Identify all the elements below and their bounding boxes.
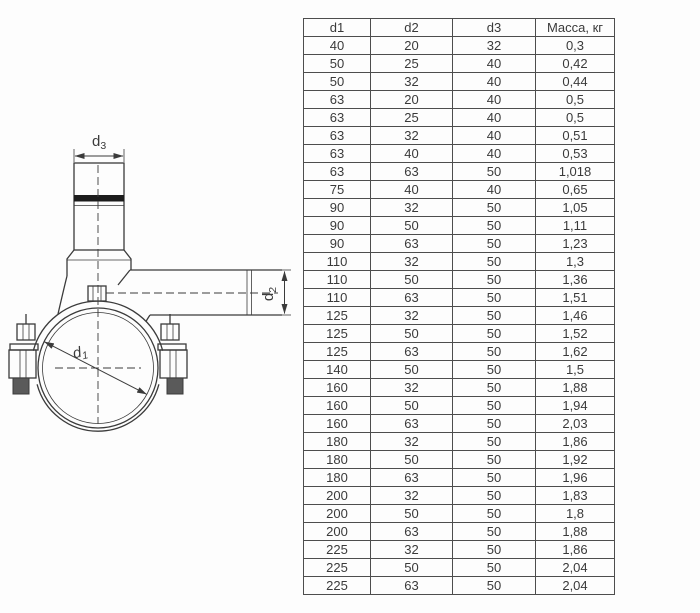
table-row <box>304 145 615 163</box>
table-cell: 50 <box>453 379 536 397</box>
table-row <box>304 415 615 433</box>
side-outlet-pipe <box>118 270 282 322</box>
table-row <box>304 235 615 253</box>
table-row <box>304 379 615 397</box>
table-row <box>304 217 615 235</box>
bolt-right <box>158 314 187 394</box>
table-cell: 32 <box>371 127 453 145</box>
table-cell: 50 <box>453 217 536 235</box>
table-cell: 50 <box>453 235 536 253</box>
table-cell: 50 <box>453 415 536 433</box>
table-cell: 20 <box>371 91 453 109</box>
table-cell: 75 <box>304 181 371 199</box>
table-row <box>304 541 615 559</box>
bolt-end <box>167 378 183 394</box>
table-cell: 50 <box>453 397 536 415</box>
technical-drawing <box>0 118 300 453</box>
table-cell: 50 <box>371 325 453 343</box>
table-cell: 1,96 <box>536 469 615 487</box>
table-header <box>304 19 615 37</box>
table-cell: 1,88 <box>536 523 615 541</box>
table-cell: 63 <box>304 91 371 109</box>
table-cell: 50 <box>453 253 536 271</box>
table-cell: 200 <box>304 505 371 523</box>
table-cell: 20 <box>371 37 453 55</box>
table-cell: 50 <box>453 325 536 343</box>
table-cell: 50 <box>453 541 536 559</box>
table-cell: 63 <box>304 145 371 163</box>
table-cell: 1,11 <box>536 217 615 235</box>
table-row <box>304 325 615 343</box>
table-cell: 90 <box>304 199 371 217</box>
table-row <box>304 163 615 181</box>
table-row <box>304 361 615 379</box>
table-cell: 40 <box>453 109 536 127</box>
table-cell: 25 <box>371 55 453 73</box>
table-cell: 0,5 <box>536 91 615 109</box>
table-row <box>304 91 615 109</box>
column-header: Масса, кг <box>536 19 615 37</box>
saddle-top-tab <box>88 286 106 301</box>
table-cell: 32 <box>371 73 453 91</box>
electrofusion-band <box>74 195 124 202</box>
table-cell: 1,83 <box>536 487 615 505</box>
table-cell: 40 <box>453 181 536 199</box>
d3-dimension <box>74 133 124 162</box>
bolt-nut <box>17 324 35 340</box>
table-cell: 32 <box>371 541 453 559</box>
table-cell: 1,92 <box>536 451 615 469</box>
table-cell: 63 <box>371 577 453 595</box>
bolt-left <box>9 314 38 394</box>
table-cell: 2,03 <box>536 415 615 433</box>
table-cell: 63 <box>371 469 453 487</box>
table-cell: 50 <box>453 487 536 505</box>
table-row <box>304 271 615 289</box>
table-cell: 125 <box>304 343 371 361</box>
table-cell: 40 <box>453 55 536 73</box>
table-cell: 50 <box>453 433 536 451</box>
bolt-end <box>13 378 29 394</box>
table-cell: 50 <box>453 577 536 595</box>
table-cell: 1,8 <box>536 505 615 523</box>
table-cell: 32 <box>371 379 453 397</box>
table-cell: 50 <box>453 163 536 181</box>
table-cell: 25 <box>371 109 453 127</box>
table-cell: 40 <box>453 73 536 91</box>
table-cell: 50 <box>371 559 453 577</box>
table-cell: 125 <box>304 325 371 343</box>
table-row <box>304 253 615 271</box>
table-cell: 63 <box>304 163 371 181</box>
table-row <box>304 433 615 451</box>
d3-label: $d_3$ <box>92 133 107 152</box>
table-cell: 63 <box>371 523 453 541</box>
table-cell: 0,42 <box>536 55 615 73</box>
column-header: d3 <box>453 19 536 37</box>
table-cell: 50 <box>453 523 536 541</box>
table-row <box>304 397 615 415</box>
table-cell: 1,5 <box>536 361 615 379</box>
table-cell: 1,51 <box>536 289 615 307</box>
table-cell: 40 <box>453 145 536 163</box>
table-cell: 40 <box>371 145 453 163</box>
top-spigot-pipe <box>74 163 124 250</box>
table-cell: 1,94 <box>536 397 615 415</box>
table-cell: 50 <box>453 361 536 379</box>
table-cell: 50 <box>371 505 453 523</box>
table-cell: 32 <box>371 307 453 325</box>
d2-dimension <box>260 270 291 315</box>
table-cell: 200 <box>304 523 371 541</box>
table-cell: 32 <box>371 433 453 451</box>
table-cell: 110 <box>304 253 371 271</box>
table-cell: 50 <box>371 217 453 235</box>
table-row <box>304 487 615 505</box>
table-cell: 160 <box>304 415 371 433</box>
table-cell: 1,3 <box>536 253 615 271</box>
table-cell: 50 <box>453 271 536 289</box>
table-row <box>304 73 615 91</box>
table-cell: 50 <box>304 73 371 91</box>
table-cell: 50 <box>453 289 536 307</box>
table-cell: 2,04 <box>536 577 615 595</box>
table-row <box>304 343 615 361</box>
table-cell: 225 <box>304 559 371 577</box>
table-cell: 63 <box>304 127 371 145</box>
table-row <box>304 181 615 199</box>
table-cell: 50 <box>371 397 453 415</box>
table-cell: 1,52 <box>536 325 615 343</box>
table-cell: 1,88 <box>536 379 615 397</box>
table-cell: 2,04 <box>536 559 615 577</box>
table-cell: 0,3 <box>536 37 615 55</box>
table-cell: 50 <box>453 343 536 361</box>
table-cell: 32 <box>371 487 453 505</box>
table-cell: 225 <box>304 577 371 595</box>
table-row <box>304 307 615 325</box>
clamp-lug <box>160 350 187 378</box>
d2-label: $d_2$ <box>260 286 279 302</box>
table-row <box>304 109 615 127</box>
table-cell: 180 <box>304 469 371 487</box>
table-cell: 63 <box>371 415 453 433</box>
table-row <box>304 127 615 145</box>
table-cell: 160 <box>304 379 371 397</box>
table-cell: 160 <box>304 397 371 415</box>
table-cell: 32 <box>453 37 536 55</box>
table-cell: 63 <box>371 235 453 253</box>
clamp-lug <box>9 350 36 378</box>
table-cell: 0,5 <box>536 109 615 127</box>
table-cell: 125 <box>304 307 371 325</box>
header-row <box>304 19 615 37</box>
table-cell: 1,05 <box>536 199 615 217</box>
table-cell: 40 <box>304 37 371 55</box>
table-cell: 110 <box>304 271 371 289</box>
table-cell: 1,86 <box>536 433 615 451</box>
table-cell: 63 <box>371 343 453 361</box>
table-cell: 1,62 <box>536 343 615 361</box>
table-cell: 50 <box>304 55 371 73</box>
table-row <box>304 55 615 73</box>
table-cell: 50 <box>371 271 453 289</box>
table-cell: 63 <box>371 289 453 307</box>
table-cell: 1,86 <box>536 541 615 559</box>
table-cell: 180 <box>304 451 371 469</box>
table-cell: 63 <box>371 163 453 181</box>
table-cell: 40 <box>453 127 536 145</box>
table-cell: 0,65 <box>536 181 615 199</box>
table-cell: 50 <box>371 361 453 379</box>
table-cell: 110 <box>304 289 371 307</box>
table-cell: 0,44 <box>536 73 615 91</box>
table-cell: 50 <box>453 451 536 469</box>
column-header: d1 <box>304 19 371 37</box>
table-cell: 1,018 <box>536 163 615 181</box>
table-cell: 90 <box>304 217 371 235</box>
table-cell: 32 <box>371 199 453 217</box>
table-cell: 200 <box>304 487 371 505</box>
table-row <box>304 523 615 541</box>
table-cell: 50 <box>453 559 536 577</box>
table-cell: 1,23 <box>536 235 615 253</box>
table-cell: 0,51 <box>536 127 615 145</box>
table-cell: 32 <box>371 253 453 271</box>
table-cell: 50 <box>453 505 536 523</box>
table-row <box>304 289 615 307</box>
table-row <box>304 469 615 487</box>
d1-label: $d_1$ <box>71 343 90 363</box>
table-cell: 1,46 <box>536 307 615 325</box>
table-cell: 140 <box>304 361 371 379</box>
table-cell: 40 <box>453 91 536 109</box>
table-cell: 50 <box>371 451 453 469</box>
table-cell: 180 <box>304 433 371 451</box>
table-cell: 63 <box>304 109 371 127</box>
table-row <box>304 577 615 595</box>
table-cell: 0,53 <box>536 145 615 163</box>
table-cell: 50 <box>453 469 536 487</box>
table-cell: 50 <box>453 307 536 325</box>
table-body <box>304 37 615 595</box>
table-cell: 90 <box>304 235 371 253</box>
table-row <box>304 199 615 217</box>
table-row <box>304 451 615 469</box>
table-cell: 40 <box>371 181 453 199</box>
spec-table <box>303 18 615 595</box>
column-header: d2 <box>371 19 453 37</box>
table-cell: 225 <box>304 541 371 559</box>
table-row <box>304 505 615 523</box>
table-row <box>304 559 615 577</box>
table-cell: 1,36 <box>536 271 615 289</box>
table-row <box>304 37 615 55</box>
bolt-nut <box>161 324 179 340</box>
table-cell: 50 <box>453 199 536 217</box>
